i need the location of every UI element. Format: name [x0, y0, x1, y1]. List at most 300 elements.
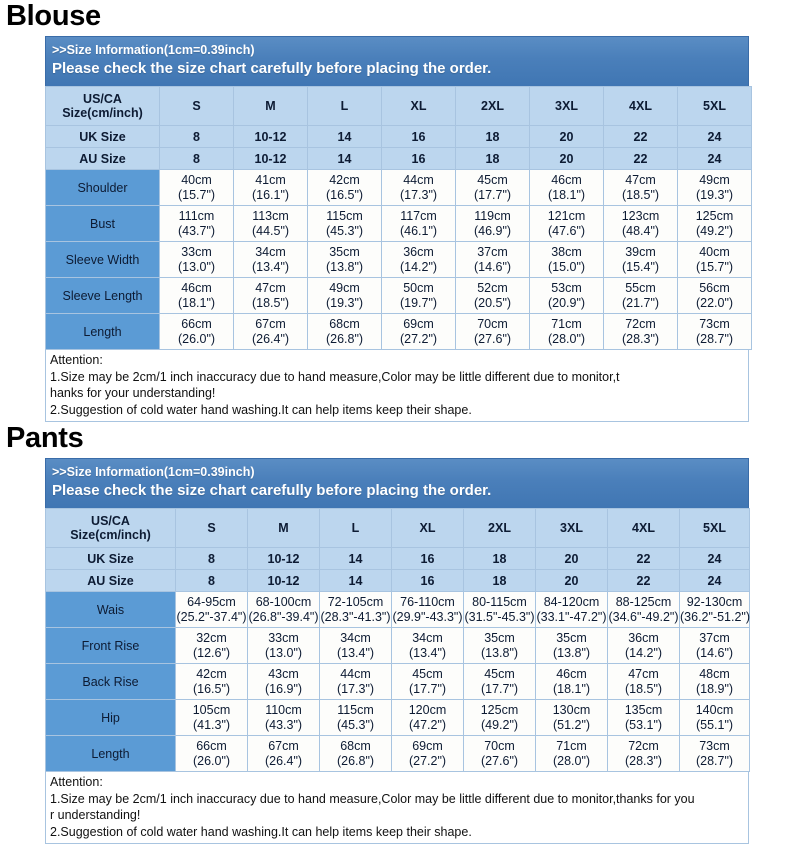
measure-cm: 45cm	[484, 666, 515, 681]
blouse-size-col-l: L	[308, 87, 382, 126]
measure-cm: 32cm	[196, 630, 227, 645]
pants-cell-back-rise-s	[176, 664, 248, 700]
blouse-cell-length-2xl	[456, 314, 530, 350]
pants-size-col-l: L	[320, 509, 392, 548]
pants-size-col-3xl: 3XL	[536, 509, 608, 548]
measure-cm: 41cm	[255, 172, 286, 187]
measure-cm: 72cm	[628, 738, 659, 753]
measure-inch: (14.6")	[695, 645, 734, 660]
pants-cell-front-rise-2xl	[464, 628, 536, 664]
measure-cm: 69cm	[412, 738, 443, 753]
blouse-cell-shoulder-s	[160, 170, 234, 206]
measure-inch: (45.3")	[325, 223, 364, 238]
pants-cell-hip-xl	[392, 700, 464, 736]
blouse-measure-row	[46, 278, 752, 314]
measure-cm: 71cm	[556, 738, 587, 753]
measure-cm: 66cm	[196, 738, 227, 753]
measure-inch: (14.2")	[399, 259, 438, 274]
measure-inch: (26.8")	[325, 331, 364, 346]
pants-attention-title: Attention:	[50, 775, 103, 789]
blouse-size-col-4xl: 4XL	[604, 87, 678, 126]
measure-inch: (27.2")	[408, 753, 447, 768]
blouse-cell-shoulder-3xl	[530, 170, 604, 206]
measure-inch: (28.3"-41.3")	[320, 609, 391, 624]
blouse-au-value: 10-12	[234, 148, 308, 170]
measure-inch: (33.1"-47.2")	[536, 609, 607, 624]
measure-cm: 49cm	[329, 280, 360, 295]
blouse-banner-info: >>Size Information(1cm=0.39inch)	[52, 43, 255, 57]
measure-inch: (55.1")	[695, 717, 734, 732]
measure-inch: (28.0")	[552, 753, 591, 768]
measure-cm: 80-115cm	[472, 594, 527, 609]
pants-cell-length-4xl	[608, 736, 680, 772]
blouse-cell-sleeve-length-5xl	[678, 278, 752, 314]
pants-size-col-m: M	[248, 509, 320, 548]
measure-cm: 46cm	[556, 666, 587, 681]
blouse-table	[45, 86, 752, 350]
blouse-au-value: 18	[456, 148, 530, 170]
pants-au-value: 10-12	[248, 570, 320, 592]
blouse-cell-length-4xl	[604, 314, 678, 350]
pants-size-col-4xl: 4XL	[608, 509, 680, 548]
blouse-cell-shoulder-l	[308, 170, 382, 206]
blouse-uk-value: 14	[308, 126, 382, 148]
blouse-cell-sleeve-length-xl	[382, 278, 456, 314]
blouse-cell-length-l	[308, 314, 382, 350]
pants-banner	[45, 458, 749, 508]
pants-corner-label	[46, 509, 176, 548]
blouse-size-col-5xl: 5XL	[678, 87, 752, 126]
measure-inch: (12.6")	[192, 645, 231, 660]
pants-au-value: 18	[464, 570, 536, 592]
pants-attention-block	[45, 772, 749, 844]
blouse-size-col-s: S	[160, 87, 234, 126]
pants-cell-wais-xl	[392, 592, 464, 628]
pants-au-value: 14	[320, 570, 392, 592]
measure-cm: 125cm	[480, 702, 519, 717]
blouse-corner-label-line1: US/CA	[83, 92, 122, 106]
pants-corner-label-line1: US/CA	[91, 514, 130, 528]
measure-cm: 115cm	[326, 208, 363, 223]
blouse-cell-length-m	[234, 314, 308, 350]
measure-inch: (17.3")	[399, 187, 438, 202]
measure-cm: 110cm	[265, 702, 302, 717]
blouse-cell-bust-l	[308, 206, 382, 242]
blouse-size-chart	[45, 36, 749, 422]
measure-cm: 55cm	[625, 280, 656, 295]
measure-cm: 39cm	[625, 244, 656, 259]
blouse-cell-bust-3xl	[530, 206, 604, 242]
blouse-uk-value: 24	[678, 126, 752, 148]
blouse-au-value: 14	[308, 148, 382, 170]
measure-inch: (31.5"-45.3")	[464, 609, 535, 624]
pants-cell-back-rise-3xl	[536, 664, 608, 700]
measure-cm: 117cm	[400, 208, 437, 223]
pants-banner-info: >>Size Information(1cm=0.39inch)	[52, 465, 255, 479]
blouse-cell-sleeve-width-2xl	[456, 242, 530, 278]
pants-cell-hip-2xl	[464, 700, 536, 736]
measure-inch: (53.1")	[624, 717, 663, 732]
blouse-cell-sleeve-width-3xl	[530, 242, 604, 278]
measure-inch: (49.2")	[695, 223, 734, 238]
pants-cell-front-rise-s	[176, 628, 248, 664]
pants-cell-hip-3xl	[536, 700, 608, 736]
blouse-uk-value: 8	[160, 126, 234, 148]
pants-au-value: 8	[176, 570, 248, 592]
measure-inch: (43.7")	[177, 223, 216, 238]
measure-cm: 37cm	[699, 630, 730, 645]
measure-cm: 92-130cm	[686, 594, 743, 609]
pants-attention-line-1-cont: r understanding!	[50, 808, 141, 822]
blouse-cell-bust-m	[234, 206, 308, 242]
measure-cm: 140cm	[695, 702, 734, 717]
pants-measure-row	[46, 628, 750, 664]
measure-inch: (16.5")	[192, 681, 231, 696]
blouse-cell-sleeve-length-l	[308, 278, 382, 314]
measure-inch: (19.7")	[399, 295, 438, 310]
blouse-attention-line-1-cont: hanks for your understanding!	[50, 386, 216, 400]
measure-inch: (13.4")	[408, 645, 447, 660]
measure-inch: (15.7")	[695, 259, 734, 274]
measure-cm: 76-110cm	[400, 594, 455, 609]
measure-cm: 123cm	[621, 208, 660, 223]
measure-inch: (14.6")	[473, 259, 512, 274]
blouse-uk-label: UK Size	[46, 126, 160, 148]
measure-inch: (18.9")	[695, 681, 734, 696]
pants-cell-front-rise-xl	[392, 628, 464, 664]
pants-cell-wais-2xl	[464, 592, 536, 628]
measure-cm: 42cm	[329, 172, 360, 187]
pants-cell-hip-4xl	[608, 700, 680, 736]
blouse-cell-sleeve-width-m	[234, 242, 308, 278]
measure-cm: 47cm	[255, 280, 286, 295]
pants-cell-wais-3xl	[536, 592, 608, 628]
pants-row-label-back-rise: Back Rise	[46, 664, 176, 700]
measure-cm: 135cm	[624, 702, 663, 717]
measure-inch: (18.5")	[251, 295, 290, 310]
measure-cm: 35cm	[484, 630, 515, 645]
measure-inch: (13.4")	[251, 259, 290, 274]
measure-inch: (46.9")	[473, 223, 512, 238]
blouse-corner-label-line2: Size(cm/inch)	[62, 106, 143, 120]
measure-cm: 125cm	[695, 208, 734, 223]
pants-cell-front-rise-4xl	[608, 628, 680, 664]
measure-inch: (13.8")	[552, 645, 591, 660]
pants-uk-value: 20	[536, 548, 608, 570]
measure-inch: (28.7")	[695, 331, 734, 346]
measure-cm: 46cm	[181, 280, 212, 295]
measure-cm: 36cm	[403, 244, 434, 259]
measure-cm: 67cm	[255, 316, 286, 331]
measure-inch: (20.5")	[473, 295, 512, 310]
pants-uk-value: 24	[680, 548, 750, 570]
blouse-cell-sleeve-length-s	[160, 278, 234, 314]
pants-uk-value: 18	[464, 548, 536, 570]
measure-inch: (48.4")	[621, 223, 660, 238]
measure-inch: (26.8")	[336, 753, 375, 768]
blouse-cell-shoulder-m	[234, 170, 308, 206]
measure-inch: (16.1")	[251, 187, 290, 202]
blouse-au-row	[46, 148, 752, 170]
measure-inch: (15.4")	[621, 259, 660, 274]
measure-cm: 120cm	[408, 702, 447, 717]
pants-size-col-s: S	[176, 509, 248, 548]
measure-inch: (34.6"-49.2")	[608, 609, 679, 624]
measure-cm: 111cm	[178, 208, 215, 223]
pants-size-col-5xl: 5XL	[680, 509, 750, 548]
pants-au-value: 24	[680, 570, 750, 592]
pants-uk-value: 10-12	[248, 548, 320, 570]
measure-cm: 64-95cm	[187, 594, 236, 609]
blouse-uk-value: 16	[382, 126, 456, 148]
pants-measure-row	[46, 592, 750, 628]
blouse-cell-shoulder-4xl	[604, 170, 678, 206]
pants-row-label-front-rise: Front Rise	[46, 628, 176, 664]
blouse-cell-shoulder-5xl	[678, 170, 752, 206]
pants-au-row	[46, 570, 750, 592]
measure-cm: 35cm	[329, 244, 360, 259]
measure-cm: 52cm	[477, 280, 508, 295]
measure-cm: 68cm	[340, 738, 371, 753]
blouse-row-label-shoulder: Shoulder	[46, 170, 160, 206]
measure-cm: 113cm	[252, 208, 289, 223]
measure-cm: 42cm	[196, 666, 227, 681]
pants-row-label-length: Length	[46, 736, 176, 772]
measure-cm: 119cm	[474, 208, 511, 223]
measure-inch: (26.0")	[177, 331, 216, 346]
measure-cm: 66cm	[181, 316, 212, 331]
pants-cell-back-rise-5xl	[680, 664, 750, 700]
measure-inch: (13.8")	[325, 259, 364, 274]
blouse-au-label: AU Size	[46, 148, 160, 170]
blouse-measure-row	[46, 170, 752, 206]
measure-inch: (27.6")	[480, 753, 519, 768]
measure-cm: 40cm	[699, 244, 730, 259]
blouse-measure-row	[46, 314, 752, 350]
measure-inch: (15.0")	[547, 259, 586, 274]
measure-inch: (28.3")	[624, 753, 663, 768]
pants-cell-hip-m	[248, 700, 320, 736]
measure-inch: (13.0")	[264, 645, 303, 660]
measure-inch: (17.7")	[473, 187, 512, 202]
blouse-banner-notice: Please check the size chart carefully before placing the order.	[52, 60, 492, 77]
pants-corner-label-line2: Size(cm/inch)	[70, 528, 151, 542]
measure-cm: 37cm	[477, 244, 508, 259]
measure-cm: 72cm	[625, 316, 656, 331]
blouse-cell-bust-xl	[382, 206, 456, 242]
blouse-au-value: 16	[382, 148, 456, 170]
pants-au-value: 22	[608, 570, 680, 592]
measure-cm: 84-120cm	[543, 594, 600, 609]
measure-inch: (27.6")	[473, 331, 512, 346]
blouse-size-col-m: M	[234, 87, 308, 126]
blouse-attention-line-2: 2.Suggestion of cold water hand washing.It can help items keep their shape.	[50, 402, 472, 417]
measure-inch: (44.5")	[251, 223, 290, 238]
blouse-size-header-row	[46, 87, 752, 126]
blouse-size-col-2xl: 2XL	[456, 87, 530, 126]
measure-cm: 44cm	[403, 172, 434, 187]
measure-cm: 47cm	[628, 666, 659, 681]
blouse-cell-shoulder-xl	[382, 170, 456, 206]
blouse-cell-bust-2xl	[456, 206, 530, 242]
pants-cell-length-xl	[392, 736, 464, 772]
pants-cell-front-rise-5xl	[680, 628, 750, 664]
pants-cell-back-rise-m	[248, 664, 320, 700]
measure-inch: (49.2")	[480, 717, 519, 732]
blouse-cell-length-5xl	[678, 314, 752, 350]
measure-cm: 88-125cm	[615, 594, 672, 609]
pants-size-col-2xl: 2XL	[464, 509, 536, 548]
blouse-measure-row	[46, 206, 752, 242]
measure-cm: 73cm	[699, 316, 730, 331]
pants-banner-notice: Please check the size chart carefully before placing the order.	[52, 482, 492, 499]
pants-cell-front-rise-3xl	[536, 628, 608, 664]
measure-cm: 33cm	[181, 244, 212, 259]
pants-size-col-xl: XL	[392, 509, 464, 548]
measure-cm: 70cm	[484, 738, 515, 753]
pants-measure-row	[46, 664, 750, 700]
blouse-row-label-length: Length	[46, 314, 160, 350]
pants-uk-value: 14	[320, 548, 392, 570]
pants-au-value: 20	[536, 570, 608, 592]
measure-inch: (43.3")	[264, 717, 303, 732]
pants-measure-row	[46, 736, 750, 772]
pants-cell-back-rise-xl	[392, 664, 464, 700]
measure-inch: (15.7")	[177, 187, 216, 202]
measure-inch: (18.1")	[177, 295, 216, 310]
pants-uk-value: 16	[392, 548, 464, 570]
pants-cell-wais-l	[320, 592, 392, 628]
pants-cell-back-rise-2xl	[464, 664, 536, 700]
pants-cell-length-l	[320, 736, 392, 772]
pants-au-label: AU Size	[46, 570, 176, 592]
pants-row-label-wais: Wais	[46, 592, 176, 628]
pants-uk-value: 8	[176, 548, 248, 570]
measure-cm: 130cm	[552, 702, 591, 717]
measure-inch: (18.1")	[552, 681, 591, 696]
blouse-cell-sleeve-width-4xl	[604, 242, 678, 278]
measure-cm: 34cm	[255, 244, 286, 259]
measure-inch: (19.3")	[325, 295, 364, 310]
blouse-row-label-sleeve-length: Sleeve Length	[46, 278, 160, 314]
measure-inch: (22.0")	[695, 295, 734, 310]
measure-inch: (47.6")	[547, 223, 586, 238]
measure-inch: (20.9")	[547, 295, 586, 310]
pants-au-value: 16	[392, 570, 464, 592]
measure-inch: (17.7")	[480, 681, 519, 696]
blouse-size-col-3xl: 3XL	[530, 87, 604, 126]
pants-cell-wais-4xl	[608, 592, 680, 628]
measure-inch: (17.7")	[408, 681, 447, 696]
blouse-cell-bust-4xl	[604, 206, 678, 242]
measure-cm: 68cm	[329, 316, 360, 331]
measure-cm: 115cm	[337, 702, 374, 717]
pants-cell-back-rise-l	[320, 664, 392, 700]
measure-inch: (46.1")	[399, 223, 438, 238]
measure-inch: (26.8"-39.4")	[248, 609, 319, 624]
blouse-attention-line-1: 1.Size may be 2cm/1 inch inaccuracy due to hand measure,Color may be little different due to monitor,t	[50, 369, 620, 384]
blouse-cell-sleeve-length-m	[234, 278, 308, 314]
blouse-section-title: Blouse	[6, 0, 101, 32]
blouse-measure-row	[46, 242, 752, 278]
pants-table	[45, 508, 750, 772]
blouse-cell-sleeve-width-l	[308, 242, 382, 278]
pants-cell-length-3xl	[536, 736, 608, 772]
measure-cm: 36cm	[628, 630, 659, 645]
blouse-cell-length-s	[160, 314, 234, 350]
measure-inch: (21.7")	[621, 295, 660, 310]
measure-inch: (47.2")	[408, 717, 447, 732]
blouse-uk-value: 18	[456, 126, 530, 148]
blouse-attention-title: Attention:	[50, 353, 103, 367]
pants-cell-length-5xl	[680, 736, 750, 772]
measure-cm: 44cm	[340, 666, 371, 681]
measure-inch: (51.2")	[552, 717, 591, 732]
measure-inch: (18.1")	[547, 187, 586, 202]
pants-cell-front-rise-m	[248, 628, 320, 664]
blouse-row-label-sleeve-width: Sleeve Width	[46, 242, 160, 278]
measure-inch: (16.5")	[325, 187, 364, 202]
measure-inch: (26.4")	[251, 331, 290, 346]
pants-cell-back-rise-4xl	[608, 664, 680, 700]
blouse-au-value: 22	[604, 148, 678, 170]
blouse-au-value: 24	[678, 148, 752, 170]
blouse-au-value: 20	[530, 148, 604, 170]
measure-cm: 35cm	[556, 630, 587, 645]
measure-cm: 67cm	[268, 738, 299, 753]
measure-inch: (13.4")	[336, 645, 375, 660]
measure-cm: 70cm	[477, 316, 508, 331]
measure-cm: 34cm	[412, 630, 443, 645]
measure-inch: (28.7")	[695, 753, 734, 768]
measure-inch: (41.3")	[192, 717, 231, 732]
blouse-cell-sleeve-width-5xl	[678, 242, 752, 278]
pants-attention-line-1: 1.Size may be 2cm/1 inch inaccuracy due to hand measure,Color may be little different due to monitor,thanks for you	[50, 791, 695, 806]
measure-inch: (27.2")	[399, 331, 438, 346]
blouse-cell-sleeve-length-4xl	[604, 278, 678, 314]
measure-cm: 72-105cm	[327, 594, 384, 609]
measure-inch: (13.8")	[480, 645, 519, 660]
measure-inch: (28.3")	[621, 331, 660, 346]
blouse-cell-length-3xl	[530, 314, 604, 350]
measure-cm: 49cm	[699, 172, 730, 187]
blouse-au-value: 8	[160, 148, 234, 170]
pants-cell-length-s	[176, 736, 248, 772]
measure-inch: (16.9")	[264, 681, 303, 696]
blouse-cell-shoulder-2xl	[456, 170, 530, 206]
measure-inch: (29.9"-43.3")	[392, 609, 463, 624]
measure-inch: (18.5")	[624, 681, 663, 696]
measure-inch: (26.4")	[264, 753, 303, 768]
blouse-cell-bust-5xl	[678, 206, 752, 242]
measure-inch: (19.3")	[695, 187, 734, 202]
blouse-uk-row	[46, 126, 752, 148]
pants-cell-hip-5xl	[680, 700, 750, 736]
blouse-uk-value: 22	[604, 126, 678, 148]
measure-cm: 68-100cm	[255, 594, 312, 609]
pants-cell-length-m	[248, 736, 320, 772]
blouse-cell-sleeve-width-s	[160, 242, 234, 278]
measure-cm: 47cm	[625, 172, 656, 187]
measure-cm: 33cm	[268, 630, 299, 645]
pants-cell-wais-m	[248, 592, 320, 628]
measure-inch: (17.3")	[336, 681, 375, 696]
pants-cell-length-2xl	[464, 736, 536, 772]
measure-cm: 46cm	[551, 172, 582, 187]
measure-inch: (45.3")	[336, 717, 375, 732]
measure-cm: 45cm	[412, 666, 443, 681]
pants-cell-wais-5xl	[680, 592, 750, 628]
